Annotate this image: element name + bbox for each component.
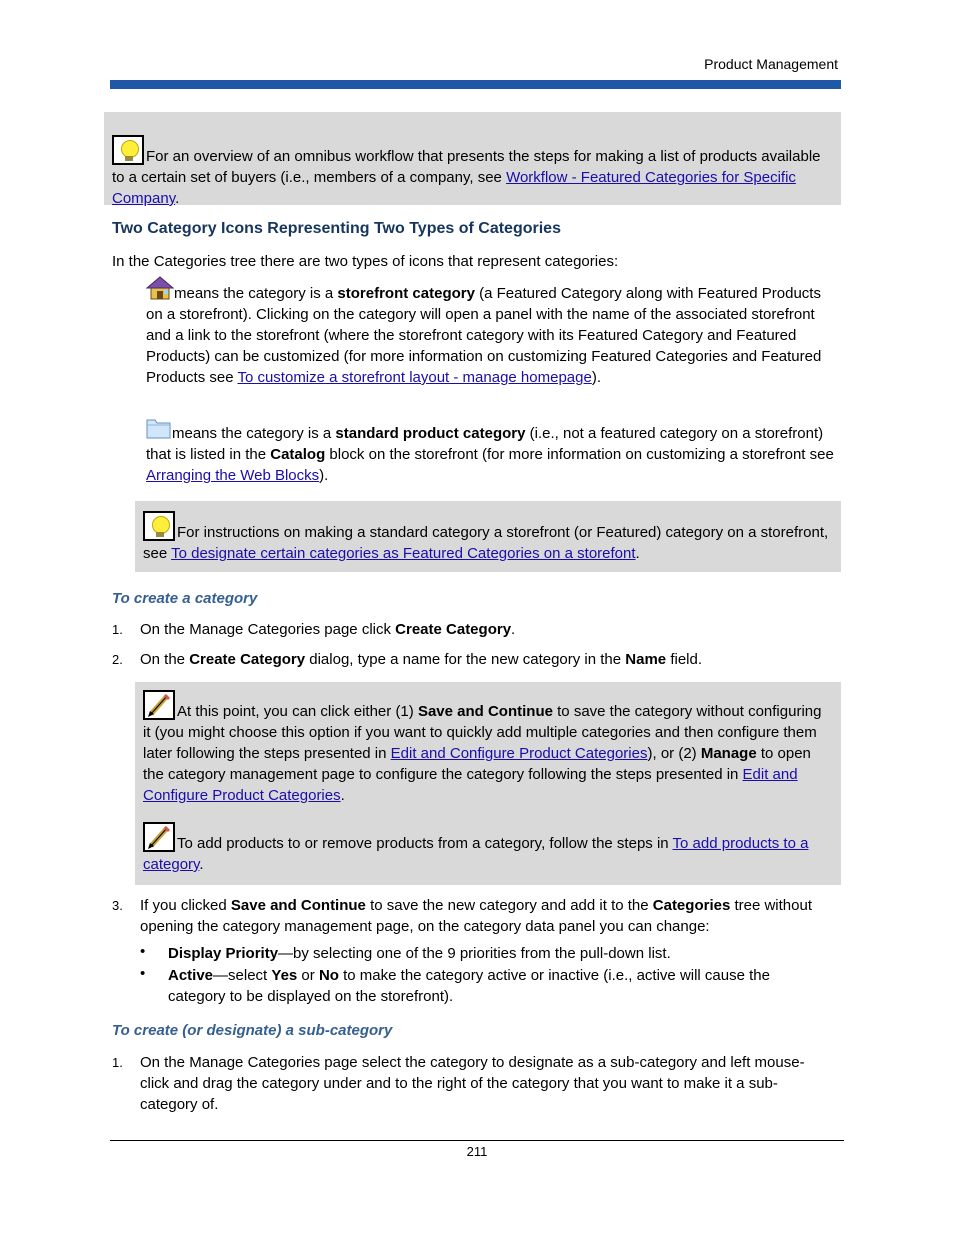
folder-icon (146, 416, 172, 440)
bullet-active: Active—select Yes or No to make the category active or inactive (i.e., active will cause the category to be displayed on the storefront). (168, 967, 770, 1005)
page-number: 211 (466, 1144, 488, 1159)
section-heading: Two Category Icons Representing Two Types of Categories (112, 220, 561, 237)
tip-note-overview (104, 112, 841, 205)
pencil-icon (143, 690, 175, 720)
step-subcategory-1: On the Manage Categories page select the category to designate as a sub-category and left mouse-click and drag the category under and to the right of the category that you want to make it a sub-category of. (140, 1054, 805, 1113)
edit-configure-categories-link-2[interactable]: Edit and Configure Product Categories (143, 766, 798, 804)
tip-note-text: For an overview of an omnibus workflow that presents the steps for making a list of products available to a certain set of buyers (i.e., members of a company, see Workflow - Featured Categories for Specific Company. (112, 135, 822, 209)
procedure-heading-subcategory: To create (or designate) a sub-category (112, 1022, 393, 1039)
note-add-products: To add products to or remove products from a category, follow the steps in To add products to a category. (143, 822, 833, 875)
workflow-featured-categories-link[interactable]: Workflow - Featured Categories for Specific Company (112, 169, 796, 207)
pencil-icon (143, 822, 175, 852)
step-number: 3. (112, 898, 123, 913)
bullet-marker: • (140, 965, 146, 982)
arranging-web-blocks-link[interactable]: Arranging the Web Blocks (146, 467, 320, 484)
add-products-link[interactable]: To add products to a category (143, 835, 809, 873)
edit-configure-categories-link[interactable]: Edit and Configure Product Categories (390, 745, 648, 762)
section-intro: In the Categories tree there are two types of icons that represent categories: (112, 253, 619, 270)
storefront-house-icon (146, 276, 174, 300)
step-create-3: If you clicked Save and Continue to save the new category and add it to the Categories tree without opening the category management page, on the category data panel you can change: (140, 897, 813, 935)
tip-note-featured (135, 501, 841, 572)
customize-storefront-layout-link[interactable]: To customize a storefront layout - manage homepage (237, 369, 592, 386)
step-number: 1. (112, 1055, 123, 1070)
storefront-category-desc: means the category is a storefront category (a Featured Category along with Featured Products on a storefront). Clicking on the category will open a panel with the name of the associated storefront and a link to the storefront (where the storefront category with its Featured Category and Featured Products) can be customized (for more information on customizing Featured Categories and Featured Products see To customize a storefront layout - manage homepage). (146, 276, 836, 388)
bullet-marker: • (140, 943, 146, 960)
designate-featured-categories-link[interactable]: To designate certain categories as Featured Categories on a storefont (171, 545, 636, 562)
step-create-1: On the Manage Categories page click Create Category. (140, 621, 516, 638)
note-save-continue: At this point, you can click either (1) Save and Continue to save the category without configuring it (you might choose this option if you want to quickly add multiple categories and then configure them later following the steps presented in Edit and Configure Product Categories), or (2) Manage to open the category management page to configure the category following the steps presented in Edit and Configure Product Categories. (143, 690, 833, 806)
tip-note-text: For instructions on making a standard category a storefront (or Featured) category on a storefront, see To designate certain categories as Featured Categories on a storefont. (143, 511, 833, 564)
procedure-heading-create: To create a category (112, 590, 258, 607)
step-create-2: On the Create Category dialog, type a name for the new category in the Name field. (140, 651, 703, 668)
running-header: Product Management (704, 56, 838, 72)
header-rule (110, 80, 841, 89)
lightbulb-icon (143, 511, 175, 541)
step-number: 1. (112, 622, 123, 637)
standard-category-desc: means the category is a standard product category (i.e., not a featured category on a storefront) that is listed in the Catalog block on the storefront (for more information on customizing a storefront see Arranging the Web Blocks). (146, 416, 836, 486)
note-box-create (135, 682, 841, 885)
footer-rule (110, 1140, 844, 1141)
step-number: 2. (112, 652, 123, 667)
lightbulb-icon (112, 135, 144, 165)
bullet-display-priority: Display Priority—by selecting one of the 9 priorities from the pull-down list. (168, 945, 671, 962)
